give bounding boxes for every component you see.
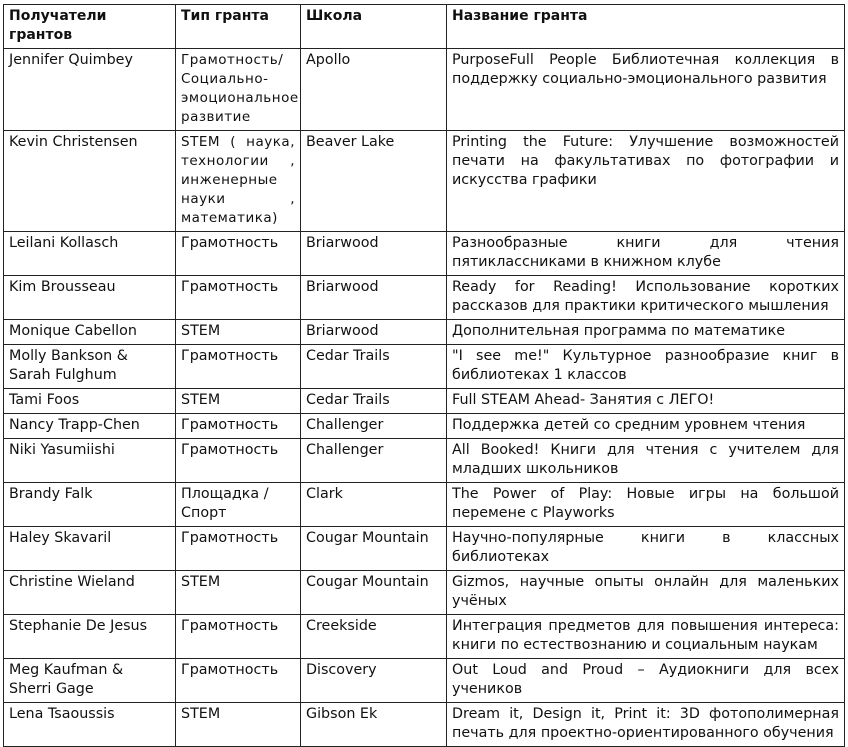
- recipient-cell: Stephanie De Jesus: [4, 615, 176, 659]
- school-cell: Cedar Trails: [301, 345, 447, 389]
- grant-type-cell: STEM ( наука, технологии , инженерные науки , математика): [176, 131, 301, 232]
- grant-title-cell: Разнообразные книги для чтения пятиклассниками в книжном клубе: [447, 232, 845, 276]
- school-cell: Challenger: [301, 414, 447, 439]
- table-row: [4, 232, 845, 276]
- grant-title-cell: Дополнительная программа по математике: [447, 320, 845, 345]
- grant-type-cell: STEM: [176, 389, 301, 414]
- table-row: [4, 483, 845, 527]
- school-cell: Creekside: [301, 615, 447, 659]
- table-row: [4, 320, 845, 345]
- school-cell: Apollo: [301, 49, 447, 131]
- recipient-cell: Christine Wieland: [4, 571, 176, 615]
- school-cell: Cedar Trails: [301, 389, 447, 414]
- header-grant-type: Тип гранта: [176, 5, 301, 49]
- recipient-cell: Meg Kaufman & Sherri Gage: [4, 659, 176, 703]
- grant-title-cell: Интеграция предметов для повышения интереса: книги по естествознанию и социальным наукам: [447, 615, 845, 659]
- header-school: Школа: [301, 5, 447, 49]
- recipient-cell: Leilani Kollasch: [4, 232, 176, 276]
- table-row: [4, 276, 845, 320]
- grant-type-cell: STEM: [176, 703, 301, 747]
- recipient-cell: Kim Brousseau: [4, 276, 176, 320]
- recipient-cell: Jennifer Quimbey: [4, 49, 176, 131]
- table-row: [4, 571, 845, 615]
- header-row: [4, 5, 845, 49]
- table-row: [4, 659, 845, 703]
- school-cell: Gibson Ek: [301, 703, 447, 747]
- school-cell: Challenger: [301, 439, 447, 483]
- grant-title-cell: Dream it, Design it, Print it: 3D фотополимерная печать для проектно-ориентированного обучения: [447, 703, 845, 747]
- table-row: [4, 131, 845, 232]
- table-row: [4, 414, 845, 439]
- grants-table: [3, 4, 845, 747]
- grant-title-cell: All Booked! Книги для чтения с учителем для младших школьников: [447, 439, 845, 483]
- recipient-cell: Kevin Christensen: [4, 131, 176, 232]
- header-recipients: Получатели грантов: [4, 5, 176, 49]
- grant-title-cell: Ready for Reading! Использование коротких рассказов для практики критического мышления: [447, 276, 845, 320]
- school-cell: Clark: [301, 483, 447, 527]
- grant-title-cell: PurposeFull People Библиотечная коллекция в поддержку социально-эмоционального развития: [447, 49, 845, 131]
- school-cell: Cougar Mountain: [301, 571, 447, 615]
- recipient-cell: Lena Tsaoussis: [4, 703, 176, 747]
- school-cell: Briarwood: [301, 276, 447, 320]
- grant-title-cell: Поддержка детей со средним уровнем чтения: [447, 414, 845, 439]
- grant-type-cell: Площадка / Спорт: [176, 483, 301, 527]
- grant-type-cell: Грамотность: [176, 414, 301, 439]
- school-cell: Briarwood: [301, 232, 447, 276]
- grant-type-cell: Грамотность: [176, 527, 301, 571]
- school-cell: Discovery: [301, 659, 447, 703]
- grant-type-cell: STEM: [176, 571, 301, 615]
- recipient-cell: Tami Foos: [4, 389, 176, 414]
- table-row: [4, 389, 845, 414]
- recipient-cell: Niki Yasumiishi: [4, 439, 176, 483]
- grant-type-cell: Грамотность: [176, 439, 301, 483]
- grant-title-cell: The Power of Play: Новые игры на большой перемене с Playworks: [447, 483, 845, 527]
- recipient-cell: Monique Cabellon: [4, 320, 176, 345]
- grant-title-cell: Out Loud and Proud – Аудиокниги для всех учеников: [447, 659, 845, 703]
- recipient-cell: Brandy Falk: [4, 483, 176, 527]
- header-grant-title: Название гранта: [447, 5, 845, 49]
- table-row: [4, 615, 845, 659]
- recipient-cell: Molly Bankson & Sarah Fulghum: [4, 345, 176, 389]
- grant-type-cell: Грамотность: [176, 345, 301, 389]
- grant-type-cell: STEM: [176, 320, 301, 345]
- grant-title-cell: "I see me!" Культурное разнообразие книг в библиотеках 1 классов: [447, 345, 845, 389]
- table-row: [4, 49, 845, 131]
- grant-type-cell: Грамотность: [176, 232, 301, 276]
- table-row: [4, 527, 845, 571]
- grant-title-cell: Gizmos, научные опыты онлайн для маленьких учёных: [447, 571, 845, 615]
- school-cell: Beaver Lake: [301, 131, 447, 232]
- table-row: [4, 703, 845, 747]
- grant-type-cell: Грамотность: [176, 659, 301, 703]
- grant-title-cell: Научно-популярные книги в классных библиотеках: [447, 527, 845, 571]
- grant-type-cell: Грамотность/ Социально-эмоциональное развитие: [176, 49, 301, 131]
- table-row: [4, 439, 845, 483]
- grant-title-cell: Full STEAM Ahead- Занятия с ЛЕГО!: [447, 389, 845, 414]
- recipient-cell: Haley Skavaril: [4, 527, 176, 571]
- grant-type-cell: Грамотность: [176, 615, 301, 659]
- table-row: [4, 345, 845, 389]
- grant-title-cell: Printing the Future: Улучшение возможностей печати на факультативах по фотографии и искусства графики: [447, 131, 845, 232]
- recipient-cell: Nancy Trapp-Chen: [4, 414, 176, 439]
- school-cell: Briarwood: [301, 320, 447, 345]
- school-cell: Cougar Mountain: [301, 527, 447, 571]
- grant-type-cell: Грамотность: [176, 276, 301, 320]
